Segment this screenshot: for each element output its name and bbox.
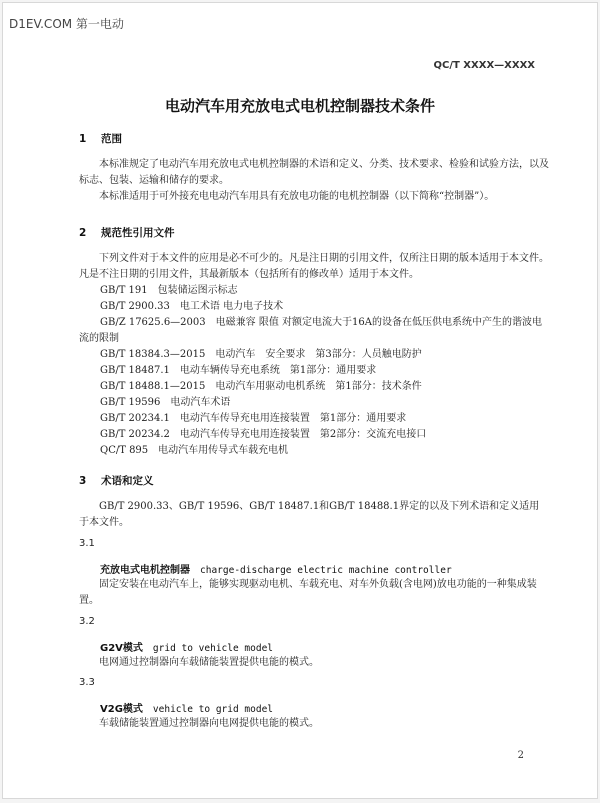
reference-item: GB/T 19596 电动汽车术语 (100, 397, 231, 408)
document-page (2, 2, 598, 799)
term-chinese: 充放电式电机控制器 (100, 565, 190, 576)
section-2-number: 2 (79, 227, 87, 239)
term-number: 3.1 (79, 538, 95, 549)
section-3-number: 3 (79, 475, 87, 487)
section-1-paragraph-1: 本标准规定了电动汽车用充放电式电机控制器的术语和定义、分类、技术要求、检验和试验方法，以及标志、包装、运输和储存的要求。 (79, 159, 549, 186)
term-definition: 电网通过控制器向车载储能装置提供电能的模式。 (99, 657, 319, 668)
term-chinese: G2V模式 (100, 643, 143, 654)
section-1-number: 1 (79, 133, 87, 145)
reference-item: GB/T 20234.1 电动汽车传导充电用连接装置 第1部分：通用要求 (100, 413, 407, 424)
term-definition: 固定安装在电动汽车上，能够实现驱动电机、车载充电、对车外负载(含电网)放电功能的一种集成装置。 (79, 579, 537, 606)
term-number: 3.2 (79, 616, 95, 627)
term-english: vehicle to grid model (152, 704, 274, 715)
section-3-title: 术语和定义 (101, 475, 154, 487)
section-2-intro: 下列文件对于本文件的应用是必不可少的。凡是注日期的引用文件，仅所注日期的版本适用于本文件。凡是不注日期的引用文件，其最新版本（包括所有的修改单）适用于本文件。 (79, 253, 549, 280)
page-number: 2 (517, 750, 524, 761)
term-heading (100, 639, 273, 654)
term-chinese: V2G模式 (100, 704, 143, 715)
section-2-heading (79, 225, 175, 240)
term-english: grid to vehicle model (152, 643, 274, 654)
reference-item: GB/T 191 包装储运图示标志 (100, 285, 238, 296)
term-number: 3.3 (79, 677, 95, 688)
section-1-paragraph-2: 本标准适用于可外接充电电动汽车用具有充放电功能的电机控制器（以下简称“控制器”）。 (99, 191, 495, 202)
reference-item: QC/T 895 电动汽车用传导式车载充电机 (100, 445, 289, 456)
term-heading (100, 700, 273, 715)
document-number: QC/T XXXX—XXXX (433, 60, 535, 71)
section-1-heading (79, 131, 122, 146)
section-2-title: 规范性引用文件 (101, 227, 175, 239)
reference-item: GB/T 18488.1—2015 电动汽车用驱动电机系统 第1部分：技术条件 (100, 381, 422, 392)
reference-item: GB/T 18487.1 电动车辆传导充电系统 第1部分：通用要求 (100, 365, 377, 376)
site-watermark: D1EV.COM 第一电动 (9, 17, 124, 31)
document-title: 电动汽车用充放电式电机控制器技术条件 (164, 97, 435, 115)
reference-item: GB/T 18384.3—2015 电动汽车 安全要求 第3部分：人员触电防护 (100, 349, 422, 360)
section-3-intro: GB/T 2900.33、GB/T 19596、GB/T 18487.1和GB/T 18488.1界定的以及下列术语和定义适用于本文件。 (79, 501, 540, 528)
reference-item-wrapped: GB/Z 17625.6—2003 电磁兼容 限值 对额定电流大于16A的设备在低压供电系统中产生的谐波电流的限制 (79, 317, 542, 344)
reference-item: GB/T 2900.33 电工术语 电力电子技术 (100, 301, 284, 312)
term-definition: 车载储能装置通过控制器向电网提供电能的模式。 (99, 718, 319, 729)
section-1-title: 范围 (101, 133, 122, 145)
section-3-heading (79, 473, 154, 488)
term-english: charge-discharge electric machine controller (200, 565, 452, 576)
term-heading (100, 561, 452, 576)
reference-item: GB/T 20234.2 电动汽车传导充电用连接装置 第2部分：交流充电接口 (100, 429, 427, 440)
